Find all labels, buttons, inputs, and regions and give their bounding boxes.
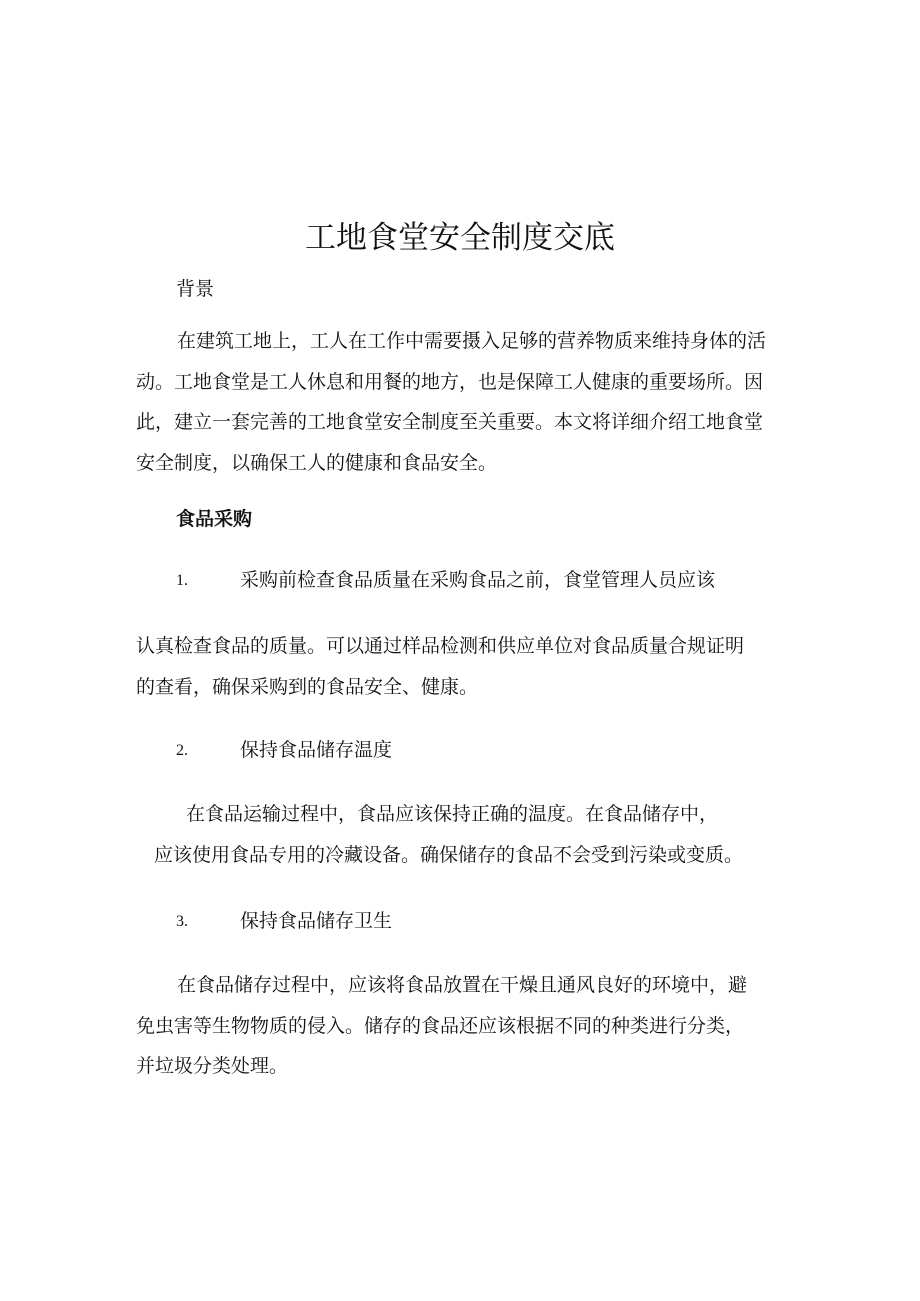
- item-body: [136, 794, 743, 875]
- item-body-line: 认真检查食品的质量。可以通过样品检测和供应单位对食品质量合规证明: [136, 635, 745, 657]
- item-title: 保持食品储存卫生: [240, 910, 393, 932]
- page-title: 工地食堂安全制度交底: [305, 220, 615, 256]
- background-paragraph: [136, 321, 766, 483]
- item-title: 保持食品储存温度: [240, 739, 393, 761]
- background-line: 在建筑工地上，工人在工作中需要摄入足够的营养物质来维持身体的活: [177, 330, 767, 352]
- item-body-line: 的查看，确保采购到的食品安全、健康。: [136, 675, 479, 698]
- item-body-line: 免虫害等生物物质的侵入。储存的食品还应该根据不同的种类进行分类，: [136, 1014, 745, 1037]
- item-body: [136, 626, 744, 707]
- item-body-line: 应该使用食品专用的冷藏设备。确保储存的食品不会受到污染或变质。: [154, 843, 744, 866]
- item-number: 2.: [176, 742, 188, 759]
- section-heading: 食品采购: [176, 508, 253, 530]
- item-body-line: 在食品储存过程中，应该将食品放置在干燥且通风良好的环境中，避: [177, 974, 748, 996]
- item-number: 1.: [176, 572, 188, 589]
- item-body-line: 并垃圾分类处理。: [136, 1055, 289, 1077]
- item-body-line: 在食品运输过程中，食品应该保持正确的温度。在食品储存中，: [186, 803, 719, 825]
- background-heading: 背景: [176, 278, 215, 300]
- item-number: 3.: [176, 913, 188, 930]
- background-line: 动。工地食堂是工人休息和用餐的地方，也是保障工人健康的重要场所。因: [136, 370, 764, 393]
- item-body: [136, 965, 747, 1087]
- item-title: 采购前检查食品质量在采购食品之前，食堂管理人员应该: [240, 569, 716, 591]
- background-line: 此，建立一套完善的工地食堂安全制度至关重要。本文将详细介绍工地食堂: [136, 411, 764, 433]
- background-line: 安全制度，以确保工人的健康和食品安全。: [136, 451, 498, 474]
